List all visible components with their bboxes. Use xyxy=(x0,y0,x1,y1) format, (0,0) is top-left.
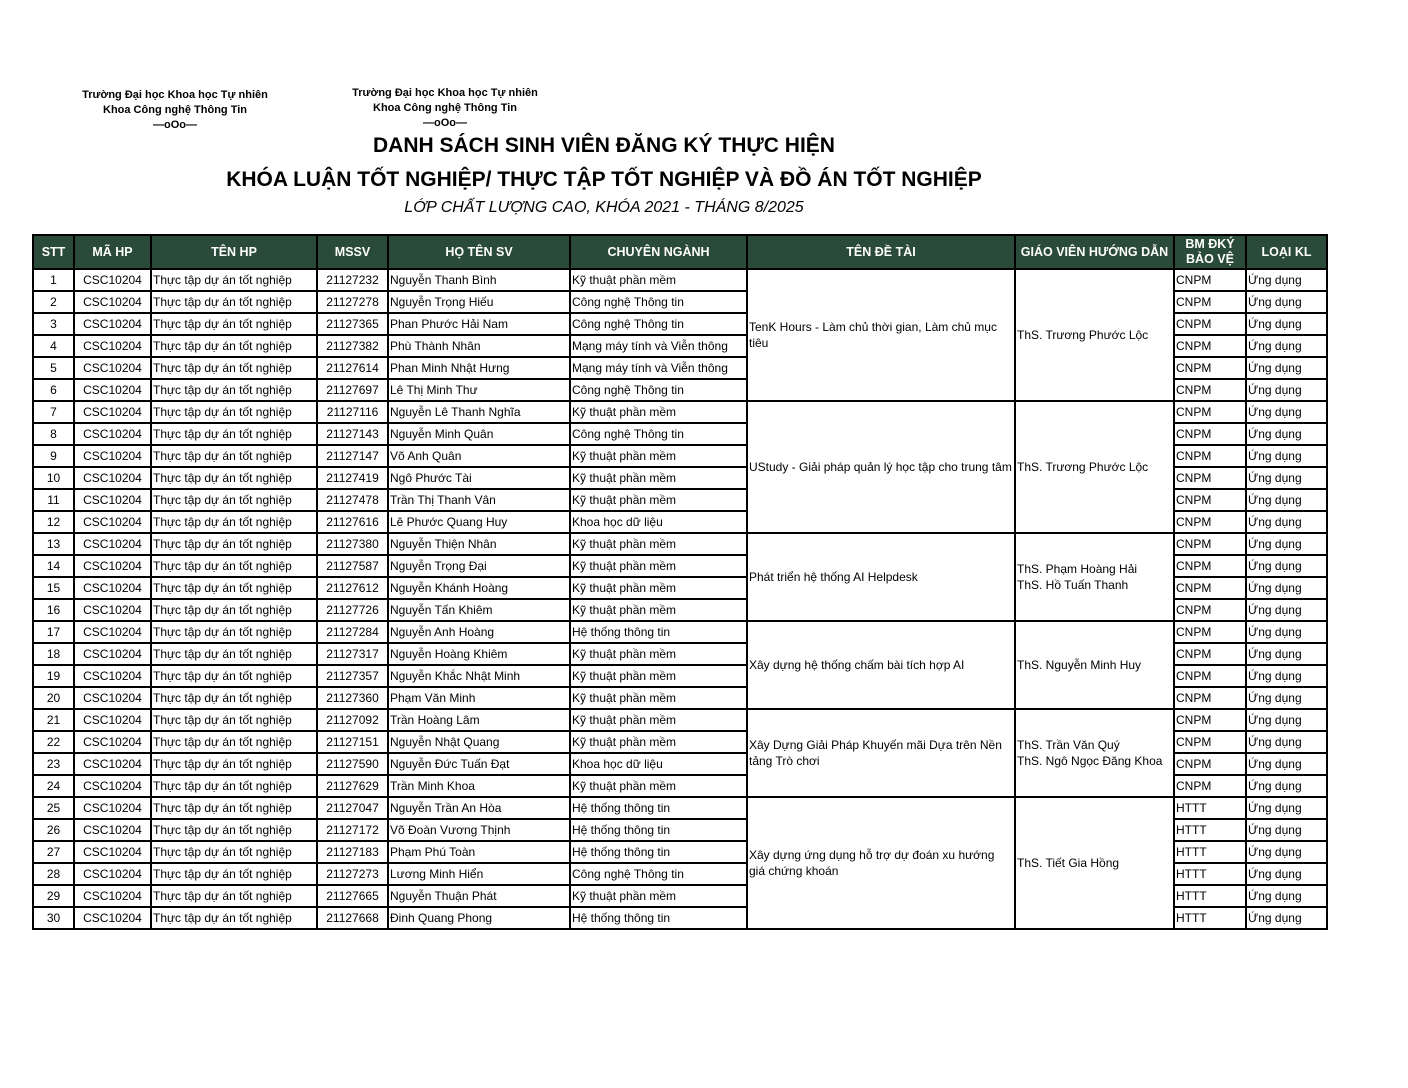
table-row xyxy=(33,709,1327,731)
course-code-cell: CSC10204 xyxy=(74,401,151,423)
student-id-cell: 21127147 xyxy=(317,445,388,467)
course-name-cell: Thực tập dự án tốt nghiệp xyxy=(151,665,317,687)
stt-cell: 17 xyxy=(33,621,74,643)
stt-cell: 3 xyxy=(33,313,74,335)
student-name-cell: Nguyễn Đức Tuấn Đạt xyxy=(388,753,570,775)
course-name-cell: Thực tập dự án tốt nghiệp xyxy=(151,379,317,401)
major-cell: Công nghệ Thông tin xyxy=(570,291,747,313)
stt-cell: 29 xyxy=(33,885,74,907)
student-id-cell: 21127357 xyxy=(317,665,388,687)
stt-cell: 26 xyxy=(33,819,74,841)
course-name-cell: Thực tập dự án tốt nghiệp xyxy=(151,885,317,907)
thesis-type-cell: Ứng dụng xyxy=(1246,643,1327,665)
school-header-right xyxy=(330,86,560,131)
student-name-cell: Trần Thị Thanh Vân xyxy=(388,489,570,511)
course-name-cell: Thực tập dự án tốt nghiệp xyxy=(151,269,317,291)
student-id-cell: 21127614 xyxy=(317,357,388,379)
document-title: DANH SÁCH SINH VIÊN ĐĂNG KÝ THỰC HIỆN xyxy=(373,134,835,157)
thesis-type-cell: Ứng dụng xyxy=(1246,841,1327,863)
course-code-cell: CSC10204 xyxy=(74,841,151,863)
course-code-cell: CSC10204 xyxy=(74,665,151,687)
stt-cell: 20 xyxy=(33,687,74,709)
thesis-type-cell: Ứng dụng xyxy=(1246,489,1327,511)
student-name-cell: Phù Thành Nhân xyxy=(388,335,570,357)
advisor-cell: ThS. Nguyễn Minh Huy xyxy=(1015,621,1174,709)
thesis-type-cell: Ứng dụng xyxy=(1246,291,1327,313)
stt-cell: 22 xyxy=(33,731,74,753)
course-code-cell: CSC10204 xyxy=(74,445,151,467)
stt-cell: 13 xyxy=(33,533,74,555)
department-cell: HTTT xyxy=(1174,907,1246,929)
stt-cell: 8 xyxy=(33,423,74,445)
department-cell: CNPM xyxy=(1174,335,1246,357)
table-header-row xyxy=(33,235,1327,269)
major-cell: Kỹ thuật phần mềm xyxy=(570,709,747,731)
school-header-left xyxy=(60,88,290,133)
major-cell: Kỹ thuật phần mềm xyxy=(570,643,747,665)
department-cell: CNPM xyxy=(1174,489,1246,511)
thesis-topic-cell: Phát triển hệ thống AI Helpdesk xyxy=(747,533,1015,621)
department-cell: CNPM xyxy=(1174,577,1246,599)
course-code-cell: CSC10204 xyxy=(74,621,151,643)
major-cell: Mạng máy tính và Viễn thông xyxy=(570,335,747,357)
student-id-cell: 21127419 xyxy=(317,467,388,489)
student-id-cell: 21127232 xyxy=(317,269,388,291)
course-name-cell: Thực tập dự án tốt nghiệp xyxy=(151,841,317,863)
department-cell: CNPM xyxy=(1174,533,1246,555)
student-name-cell: Nguyễn Thuận Phát xyxy=(388,885,570,907)
course-name-cell: Thực tập dự án tốt nghiệp xyxy=(151,643,317,665)
student-name-cell: Nguyễn Thanh Bình xyxy=(388,269,570,291)
course-name-cell: Thực tập dự án tốt nghiệp xyxy=(151,357,317,379)
student-id-cell: 21127668 xyxy=(317,907,388,929)
student-id-cell: 21127616 xyxy=(317,511,388,533)
thesis-type-cell: Ứng dụng xyxy=(1246,511,1327,533)
header-ornament: —oOo— xyxy=(153,119,197,131)
student-table xyxy=(32,234,1328,930)
course-code-cell: CSC10204 xyxy=(74,753,151,775)
thesis-type-cell: Ứng dụng xyxy=(1246,797,1327,819)
student-id-cell: 21127278 xyxy=(317,291,388,313)
department-cell: CNPM xyxy=(1174,709,1246,731)
major-cell: Hệ thống thông tin xyxy=(570,797,747,819)
table-row xyxy=(33,797,1327,819)
stt-cell: 24 xyxy=(33,775,74,797)
student-name-cell: Nguyễn Thiện Nhân xyxy=(388,533,570,555)
column-header: BM ĐKÝ BẢO VỆ xyxy=(1174,235,1246,269)
student-name-cell: Nguyễn Anh Hoàng xyxy=(388,621,570,643)
faculty-name: Khoa Công nghệ Thông Tin xyxy=(103,104,247,116)
stt-cell: 27 xyxy=(33,841,74,863)
student-id-cell: 21127143 xyxy=(317,423,388,445)
department-cell: HTTT xyxy=(1174,797,1246,819)
course-code-cell: CSC10204 xyxy=(74,599,151,621)
thesis-type-cell: Ứng dụng xyxy=(1246,467,1327,489)
student-name-cell: Nguyễn Khắc Nhật Minh xyxy=(388,665,570,687)
course-name-cell: Thực tập dự án tốt nghiệp xyxy=(151,621,317,643)
student-id-cell: 21127697 xyxy=(317,379,388,401)
column-header: LOẠI KL xyxy=(1246,235,1327,269)
student-name-cell: Nguyễn Trọng Đại xyxy=(388,555,570,577)
stt-cell: 28 xyxy=(33,863,74,885)
thesis-type-cell: Ứng dụng xyxy=(1246,621,1327,643)
student-name-cell: Lê Phước Quang Huy xyxy=(388,511,570,533)
thesis-type-cell: Ứng dụng xyxy=(1246,269,1327,291)
course-code-cell: CSC10204 xyxy=(74,313,151,335)
thesis-topic-cell: Xây dựng ứng dụng hỗ trợ dự đoán xu hướng giá chứng khoán xyxy=(747,797,1015,929)
course-code-cell: CSC10204 xyxy=(74,335,151,357)
advisor-cell: ThS. Phạm Hoàng Hải ThS. Hồ Tuấn Thanh xyxy=(1015,533,1174,621)
student-name-cell: Lê Thị Minh Thư xyxy=(388,379,570,401)
thesis-type-cell: Ứng dụng xyxy=(1246,423,1327,445)
student-id-cell: 21127317 xyxy=(317,643,388,665)
course-code-cell: CSC10204 xyxy=(74,731,151,753)
course-code-cell: CSC10204 xyxy=(74,863,151,885)
course-code-cell: CSC10204 xyxy=(74,489,151,511)
stt-cell: 5 xyxy=(33,357,74,379)
department-cell: CNPM xyxy=(1174,665,1246,687)
column-header: MSSV xyxy=(317,235,388,269)
course-code-cell: CSC10204 xyxy=(74,423,151,445)
major-cell: Hệ thống thông tin xyxy=(570,841,747,863)
major-cell: Khoa học dữ liệu xyxy=(570,511,747,533)
department-cell: CNPM xyxy=(1174,445,1246,467)
student-id-cell: 21127273 xyxy=(317,863,388,885)
thesis-topic-cell: TenK Hours - Làm chủ thời gian, Làm chủ mục tiêu xyxy=(747,269,1015,401)
column-header: TÊN ĐỀ TÀI xyxy=(747,235,1015,269)
column-header: GIÁO VIÊN HƯỚNG DẪN xyxy=(1015,235,1174,269)
stt-cell: 7 xyxy=(33,401,74,423)
student-id-cell: 21127365 xyxy=(317,313,388,335)
student-id-cell: 21127587 xyxy=(317,555,388,577)
department-cell: CNPM xyxy=(1174,775,1246,797)
major-cell: Kỹ thuật phần mềm xyxy=(570,775,747,797)
department-cell: CNPM xyxy=(1174,687,1246,709)
column-header: STT xyxy=(33,235,74,269)
advisor-cell: ThS. Trương Phước Lộc xyxy=(1015,269,1174,401)
thesis-type-cell: Ứng dụng xyxy=(1246,555,1327,577)
student-id-cell: 21127612 xyxy=(317,577,388,599)
student-id-cell: 21127116 xyxy=(317,401,388,423)
table-row xyxy=(33,401,1327,423)
student-name-cell: Phạm Phú Toàn xyxy=(388,841,570,863)
course-name-cell: Thực tập dự án tốt nghiệp xyxy=(151,489,317,511)
major-cell: Kỹ thuật phần mềm xyxy=(570,401,747,423)
stt-cell: 9 xyxy=(33,445,74,467)
major-cell: Kỹ thuật phần mềm xyxy=(570,489,747,511)
course-name-cell: Thực tập dự án tốt nghiệp xyxy=(151,511,317,533)
department-cell: CNPM xyxy=(1174,555,1246,577)
stt-cell: 11 xyxy=(33,489,74,511)
student-name-cell: Nguyễn Nhật Quang xyxy=(388,731,570,753)
course-name-cell: Thực tập dự án tốt nghiệp xyxy=(151,797,317,819)
major-cell: Kỹ thuật phần mềm xyxy=(570,269,747,291)
major-cell: Kỹ thuật phần mềm xyxy=(570,885,747,907)
major-cell: Kỹ thuật phần mềm xyxy=(570,599,747,621)
course-code-cell: CSC10204 xyxy=(74,907,151,929)
department-cell: CNPM xyxy=(1174,599,1246,621)
course-name-cell: Thực tập dự án tốt nghiệp xyxy=(151,335,317,357)
major-cell: Công nghệ Thông tin xyxy=(570,379,747,401)
major-cell: Mạng máy tính và Viễn thông xyxy=(570,357,747,379)
column-header: HỌ TÊN SV xyxy=(388,235,570,269)
major-cell: Công nghệ Thông tin xyxy=(570,313,747,335)
department-cell: CNPM xyxy=(1174,753,1246,775)
major-cell: Hệ thống thông tin xyxy=(570,621,747,643)
student-name-cell: Đinh Quang Phong xyxy=(388,907,570,929)
document-class-line: LỚP CHẤT LƯỢNG CAO, KHÓA 2021 - THÁNG 8/2025 xyxy=(404,199,804,216)
major-cell: Kỹ thuật phần mềm xyxy=(570,731,747,753)
major-cell: Kỹ thuật phần mềm xyxy=(570,533,747,555)
stt-cell: 1 xyxy=(33,269,74,291)
thesis-topic-cell: UStudy - Giải pháp quản lý học tập cho trung tâm xyxy=(747,401,1015,533)
course-name-cell: Thực tập dự án tốt nghiệp xyxy=(151,709,317,731)
major-cell: Khoa học dữ liệu xyxy=(570,753,747,775)
thesis-type-cell: Ứng dụng xyxy=(1246,335,1327,357)
department-cell: CNPM xyxy=(1174,379,1246,401)
department-cell: CNPM xyxy=(1174,423,1246,445)
school-name: Trường Đại học Khoa học Tự nhiên xyxy=(352,87,538,99)
thesis-type-cell: Ứng dụng xyxy=(1246,665,1327,687)
thesis-type-cell: Ứng dụng xyxy=(1246,819,1327,841)
stt-cell: 4 xyxy=(33,335,74,357)
course-code-cell: CSC10204 xyxy=(74,555,151,577)
course-name-cell: Thực tập dự án tốt nghiệp xyxy=(151,599,317,621)
student-name-cell: Phan Minh Nhật Hưng xyxy=(388,357,570,379)
course-code-cell: CSC10204 xyxy=(74,357,151,379)
course-name-cell: Thực tập dự án tốt nghiệp xyxy=(151,401,317,423)
student-name-cell: Nguyễn Trần An Hòa xyxy=(388,797,570,819)
stt-cell: 21 xyxy=(33,709,74,731)
student-id-cell: 21127629 xyxy=(317,775,388,797)
student-id-cell: 21127284 xyxy=(317,621,388,643)
student-name-cell: Phạm Văn Minh xyxy=(388,687,570,709)
course-code-cell: CSC10204 xyxy=(74,379,151,401)
student-name-cell: Ngô Phước Tài xyxy=(388,467,570,489)
school-name: Trường Đại học Khoa học Tự nhiên xyxy=(82,89,268,101)
department-cell: CNPM xyxy=(1174,643,1246,665)
student-id-cell: 21127360 xyxy=(317,687,388,709)
student-id-cell: 21127380 xyxy=(317,533,388,555)
course-name-cell: Thực tập dự án tốt nghiệp xyxy=(151,445,317,467)
course-code-cell: CSC10204 xyxy=(74,709,151,731)
course-code-cell: CSC10204 xyxy=(74,467,151,489)
course-name-cell: Thực tập dự án tốt nghiệp xyxy=(151,577,317,599)
column-header: TÊN HP xyxy=(151,235,317,269)
department-cell: CNPM xyxy=(1174,291,1246,313)
student-name-cell: Nguyễn Khánh Hoàng xyxy=(388,577,570,599)
department-cell: CNPM xyxy=(1174,313,1246,335)
student-name-cell: Nguyễn Trọng Hiếu xyxy=(388,291,570,313)
student-name-cell: Lương Minh Hiển xyxy=(388,863,570,885)
thesis-type-cell: Ứng dụng xyxy=(1246,401,1327,423)
course-code-cell: CSC10204 xyxy=(74,577,151,599)
major-cell: Công nghệ Thông tin xyxy=(570,423,747,445)
thesis-type-cell: Ứng dụng xyxy=(1246,863,1327,885)
major-cell: Kỹ thuật phần mềm xyxy=(570,665,747,687)
table-row xyxy=(33,269,1327,291)
department-cell: CNPM xyxy=(1174,401,1246,423)
student-name-cell: Nguyễn Hoàng Khiêm xyxy=(388,643,570,665)
department-cell: CNPM xyxy=(1174,621,1246,643)
table-row xyxy=(33,533,1327,555)
course-name-cell: Thực tập dự án tốt nghiệp xyxy=(151,313,317,335)
course-name-cell: Thực tập dự án tốt nghiệp xyxy=(151,819,317,841)
stt-cell: 18 xyxy=(33,643,74,665)
student-id-cell: 21127151 xyxy=(317,731,388,753)
student-id-cell: 21127382 xyxy=(317,335,388,357)
student-id-cell: 21127172 xyxy=(317,819,388,841)
thesis-type-cell: Ứng dụng xyxy=(1246,445,1327,467)
major-cell: Kỹ thuật phần mềm xyxy=(570,687,747,709)
faculty-name: Khoa Công nghệ Thông Tin xyxy=(373,102,517,114)
stt-cell: 30 xyxy=(33,907,74,929)
major-cell: Kỹ thuật phần mềm xyxy=(570,445,747,467)
course-code-cell: CSC10204 xyxy=(74,775,151,797)
thesis-type-cell: Ứng dụng xyxy=(1246,599,1327,621)
department-cell: CNPM xyxy=(1174,467,1246,489)
department-cell: HTTT xyxy=(1174,819,1246,841)
student-name-cell: Võ Đoàn Vương Thịnh xyxy=(388,819,570,841)
thesis-type-cell: Ứng dụng xyxy=(1246,709,1327,731)
thesis-topic-cell: Xây dựng hệ thống chấm bài tích hợp AI xyxy=(747,621,1015,709)
thesis-type-cell: Ứng dụng xyxy=(1246,885,1327,907)
student-id-cell: 21127478 xyxy=(317,489,388,511)
table-body xyxy=(33,269,1327,929)
thesis-type-cell: Ứng dụng xyxy=(1246,577,1327,599)
thesis-type-cell: Ứng dụng xyxy=(1246,907,1327,929)
student-name-cell: Nguyễn Minh Quân xyxy=(388,423,570,445)
course-name-cell: Thực tập dự án tốt nghiệp xyxy=(151,533,317,555)
course-code-cell: CSC10204 xyxy=(74,269,151,291)
course-code-cell: CSC10204 xyxy=(74,643,151,665)
major-cell: Kỹ thuật phần mềm xyxy=(570,577,747,599)
course-name-cell: Thực tập dự án tốt nghiệp xyxy=(151,907,317,929)
major-cell: Hệ thống thông tin xyxy=(570,907,747,929)
department-cell: CNPM xyxy=(1174,357,1246,379)
course-code-cell: CSC10204 xyxy=(74,687,151,709)
course-code-cell: CSC10204 xyxy=(74,797,151,819)
thesis-type-cell: Ứng dụng xyxy=(1246,775,1327,797)
course-name-cell: Thực tập dự án tốt nghiệp xyxy=(151,555,317,577)
course-code-cell: CSC10204 xyxy=(74,511,151,533)
student-id-cell: 21127047 xyxy=(317,797,388,819)
student-name-cell: Võ Anh Quân xyxy=(388,445,570,467)
student-id-cell: 21127590 xyxy=(317,753,388,775)
course-name-cell: Thực tập dự án tốt nghiệp xyxy=(151,467,317,489)
advisor-cell: ThS. Trần Văn Quý ThS. Ngô Ngọc Đăng Khoa xyxy=(1015,709,1174,797)
course-name-cell: Thực tập dự án tốt nghiệp xyxy=(151,423,317,445)
thesis-type-cell: Ứng dụng xyxy=(1246,731,1327,753)
department-cell: HTTT xyxy=(1174,841,1246,863)
course-name-cell: Thực tập dự án tốt nghiệp xyxy=(151,291,317,313)
stt-cell: 25 xyxy=(33,797,74,819)
advisor-cell: ThS. Trương Phước Lộc xyxy=(1015,401,1174,533)
major-cell: Kỹ thuật phần mềm xyxy=(570,555,747,577)
student-name-cell: Nguyễn Tấn Khiêm xyxy=(388,599,570,621)
course-code-cell: CSC10204 xyxy=(74,885,151,907)
thesis-type-cell: Ứng dụng xyxy=(1246,357,1327,379)
student-name-cell: Trần Hoàng Lâm xyxy=(388,709,570,731)
stt-cell: 16 xyxy=(33,599,74,621)
thesis-type-cell: Ứng dụng xyxy=(1246,687,1327,709)
stt-cell: 14 xyxy=(33,555,74,577)
student-id-cell: 21127665 xyxy=(317,885,388,907)
student-name-cell: Trần Minh Khoa xyxy=(388,775,570,797)
course-code-cell: CSC10204 xyxy=(74,291,151,313)
student-name-cell: Phan Phước Hải Nam xyxy=(388,313,570,335)
thesis-type-cell: Ứng dụng xyxy=(1246,313,1327,335)
department-cell: HTTT xyxy=(1174,885,1246,907)
document-subtitle: KHÓA LUẬN TỐT NGHIỆP/ THỰC TẬP TỐT NGHIỆP VÀ ĐỒ ÁN TỐT NGHIỆP xyxy=(226,168,982,191)
course-name-cell: Thực tập dự án tốt nghiệp xyxy=(151,687,317,709)
department-cell: HTTT xyxy=(1174,863,1246,885)
stt-cell: 6 xyxy=(33,379,74,401)
student-id-cell: 21127726 xyxy=(317,599,388,621)
column-header: MÃ HP xyxy=(74,235,151,269)
column-header: CHUYÊN NGÀNH xyxy=(570,235,747,269)
stt-cell: 2 xyxy=(33,291,74,313)
department-cell: CNPM xyxy=(1174,731,1246,753)
department-cell: CNPM xyxy=(1174,511,1246,533)
department-cell: CNPM xyxy=(1174,269,1246,291)
student-name-cell: Nguyễn Lê Thanh Nghĩa xyxy=(388,401,570,423)
table-row xyxy=(33,621,1327,643)
course-name-cell: Thực tập dự án tốt nghiệp xyxy=(151,753,317,775)
stt-cell: 15 xyxy=(33,577,74,599)
thesis-type-cell: Ứng dụng xyxy=(1246,753,1327,775)
thesis-type-cell: Ứng dụng xyxy=(1246,533,1327,555)
course-name-cell: Thực tập dự án tốt nghiệp xyxy=(151,731,317,753)
stt-cell: 12 xyxy=(33,511,74,533)
course-name-cell: Thực tập dự án tốt nghiệp xyxy=(151,863,317,885)
major-cell: Công nghệ Thông tin xyxy=(570,863,747,885)
stt-cell: 10 xyxy=(33,467,74,489)
thesis-topic-cell: Xây Dựng Giải Pháp Khuyến mãi Dựa trên Nền tảng Trò chơi xyxy=(747,709,1015,797)
course-name-cell: Thực tập dự án tốt nghiệp xyxy=(151,775,317,797)
major-cell: Kỹ thuật phần mềm xyxy=(570,467,747,489)
stt-cell: 23 xyxy=(33,753,74,775)
major-cell: Hệ thống thông tin xyxy=(570,819,747,841)
advisor-cell: ThS. Tiết Gia Hồng xyxy=(1015,797,1174,929)
stt-cell: 19 xyxy=(33,665,74,687)
student-id-cell: 21127092 xyxy=(317,709,388,731)
header-ornament: —oOo— xyxy=(423,117,467,129)
student-id-cell: 21127183 xyxy=(317,841,388,863)
course-code-cell: CSC10204 xyxy=(74,819,151,841)
thesis-type-cell: Ứng dụng xyxy=(1246,379,1327,401)
course-code-cell: CSC10204 xyxy=(74,533,151,555)
